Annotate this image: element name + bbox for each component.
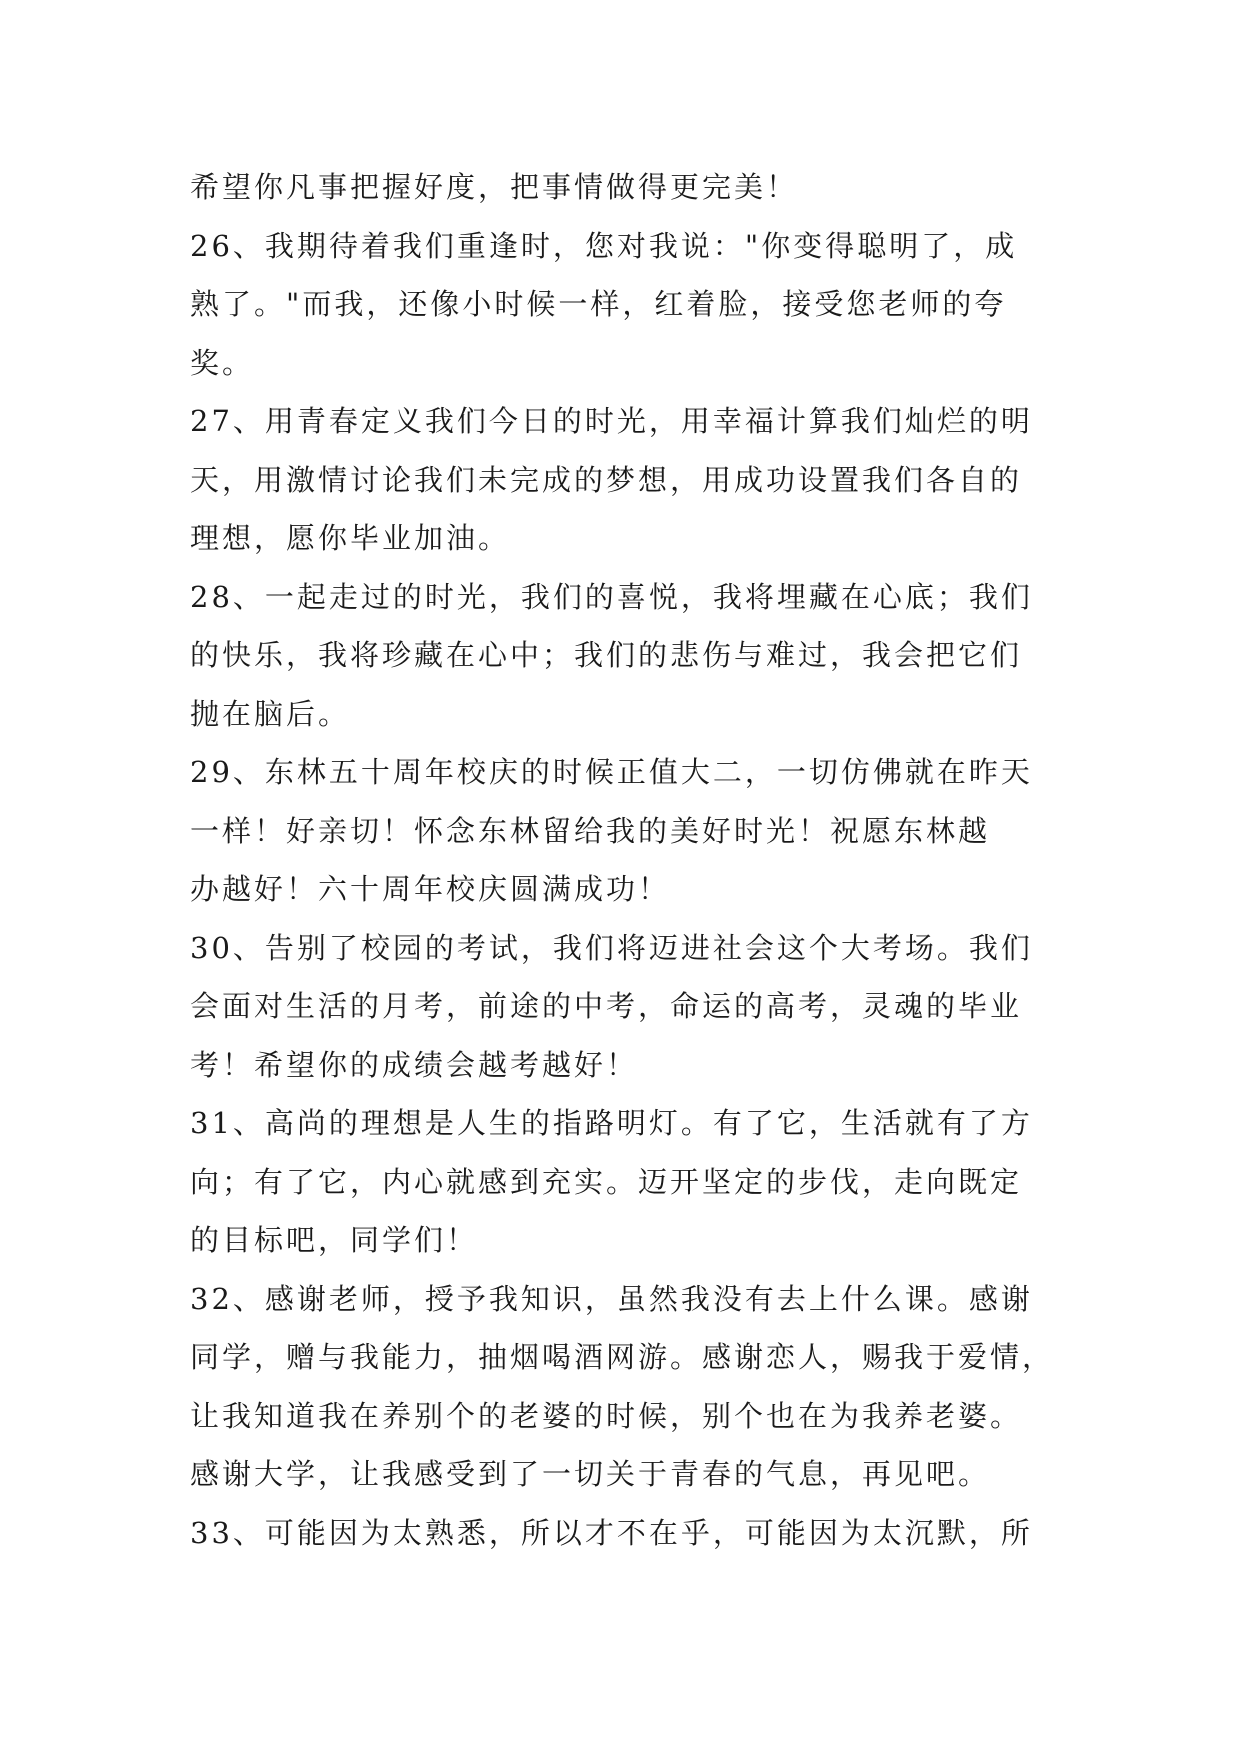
text-line: 28、一起走过的时光，我们的喜悦，我将埋藏在心底；我们 [190,579,1033,614]
text-line: 26、我期待着我们重逢时，您对我说："你变得聪明了，成 [190,228,1018,263]
text-line: 希望你凡事把握好度，把事情做得更完美！ [190,170,799,204]
text-line: 同学，赠与我能力，抽烟喝酒网游。感谢恋人，赐我于爱情， [190,1340,1055,1374]
text-line: 30、告别了校园的考试，我们将迈进社会这个大考场。我们 [190,930,1033,965]
document-body [190,158,1070,1562]
text-line: 奖。 [190,345,255,380]
text-line: 感谢大学，让我感受到了一切关于青春的气息，再见吧。 [190,1457,991,1491]
text-line: 31、高尚的理想是人生的指路明灯。有了它，生活就有了方 [190,1106,1033,1140]
text-line: 一样！好亲切！怀念东林留给我的美好时光！祝愿东林越 [190,813,991,848]
text-line: 的快乐，我将珍藏在心中；我们的悲伤与难过，我会把它们 [190,638,1023,672]
text-line: 抛在脑后。 [190,696,351,731]
text-line: 熟了。"而我，还像小时候一样，红着脸，接受您老师的夸 [190,287,1007,321]
text-line: 32、感谢老师，授予我知识，虽然我没有去上什么课。感谢 [190,1281,1033,1316]
text-line: 天，用激情讨论我们未完成的梦想，用成功设置我们各自的 [190,462,1023,497]
text-line: 办越好！六十周年校庆圆满成功！ [190,872,671,906]
text-line: 会面对生活的月考，前途的中考，命运的高考，灵魂的毕业 [190,989,1023,1023]
text-line: 理想，愿你毕业加油。 [190,521,511,555]
text-line: 向；有了它，内心就感到充实。迈开坚定的步伐，走向既定 [190,1164,1023,1199]
text-line: 29、东林五十周年校庆的时候正值大二，一切仿佛就在昨天 [190,755,1033,789]
text-line: 33、可能因为太熟悉，所以才不在乎，可能因为太沉默，所 [190,1515,1033,1550]
text-line: 27、用青春定义我们今日的时光，用幸福计算我们灿烂的明 [190,404,1033,438]
text-line: 考！希望你的成绩会越考越好！ [190,1047,639,1082]
text-line: 让我知道我在养别个的老婆的时候，别个也在为我养老婆。 [190,1398,1023,1433]
text-line: 的目标吧，同学们！ [190,1223,479,1257]
